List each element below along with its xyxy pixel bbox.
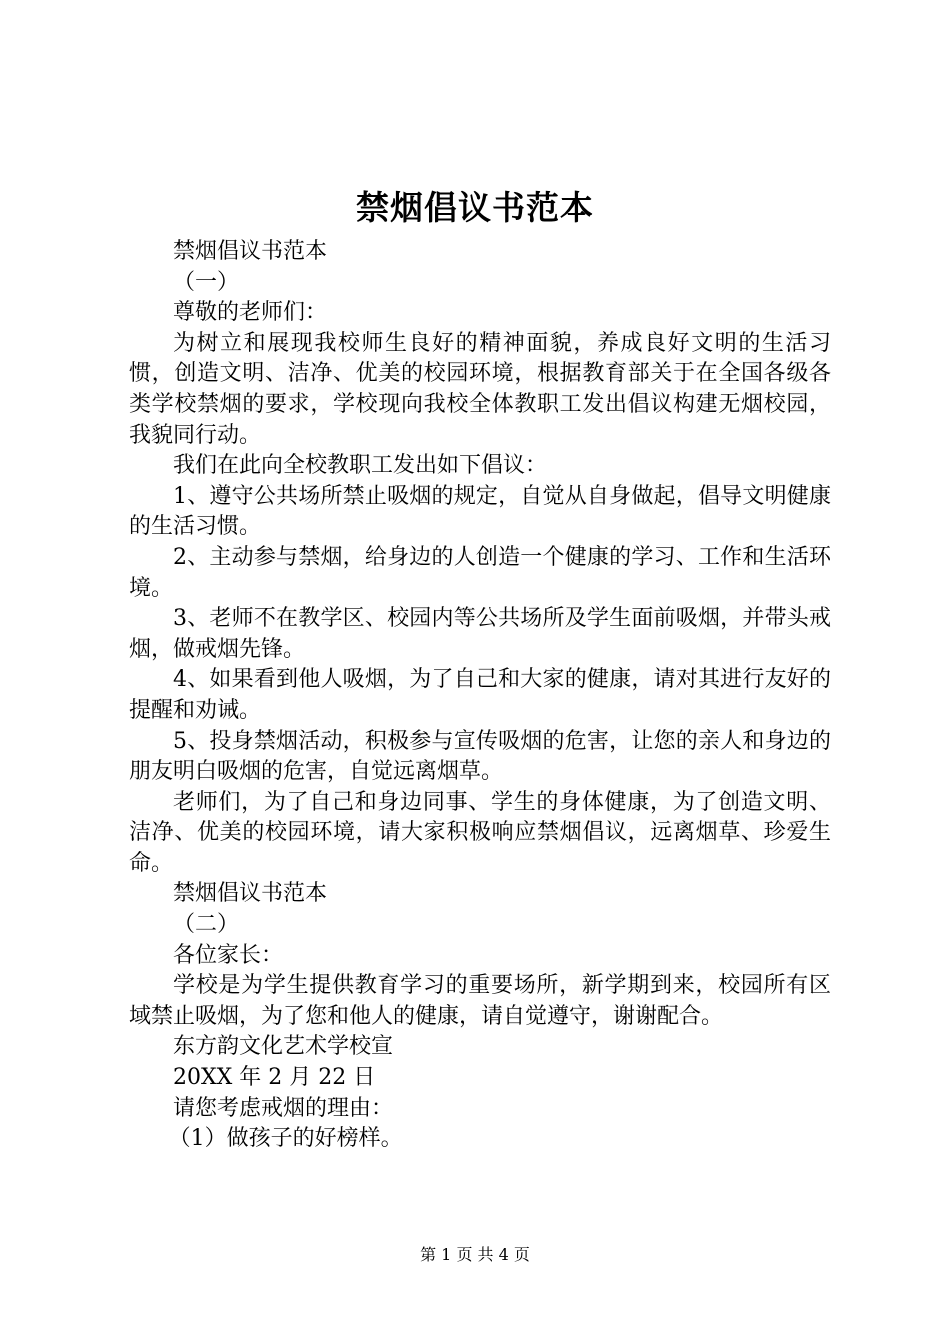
body-paragraph: 老师们，为了自己和身边同事、学生的身体健康，为了创造文明、洁净、优美的校园环境，请大家积极响应禁烟倡议，远离烟草、珍爱生命。 — [129, 789, 831, 876]
list-item: 5、投身禁烟活动，积极参与宣传吸烟的危害，让您的亲人和身边的朋友明白吸烟的危害，自觉远离烟草。 — [129, 728, 831, 785]
body-paragraph: 我们在此向全校教职工发出如下倡议： — [173, 453, 548, 479]
section-number: （一） — [173, 269, 240, 295]
body-paragraph: 为树立和展现我校师生良好的精神面貌，养成良好文明的生活习惯，创造文明、洁净、优美的校园环境，根据教育部关于在全国各级各类学校禁烟的要求，学校现向我校全体教职工发出倡议构建无烟校园，我貌同行动。 — [129, 330, 831, 448]
section-heading: 禁烟倡议书范本 — [173, 239, 328, 264]
signature: 东方韵文化艺术学校宣 — [173, 1034, 394, 1060]
document-body — [129, 237, 831, 1155]
salutation: 尊敬的老师们： — [173, 300, 328, 326]
list-item: 3、老师不在教学区、校园内等公共场所及学生面前吸烟，并带头戒烟，做戒烟先锋。 — [129, 606, 831, 662]
section-heading: 禁烟倡议书范本 — [173, 881, 328, 907]
section-number: （二） — [173, 912, 240, 938]
list-item: 2、主动参与禁烟，给身边的人创造一个健康的学习、工作和生活环境。 — [129, 544, 831, 601]
list-item: 1、遵守公共场所禁止吸烟的规定，自觉从自身做起，倡导文明健康的生活习惯。 — [129, 483, 831, 540]
document-title: 禁烟倡议书范本 — [356, 188, 594, 227]
page-footer: 第 1 页 共 4 页 — [420, 1245, 530, 1264]
list-item: 4、如果看到他人吸烟，为了自己和大家的健康，请对其进行友好的提醒和劝诫。 — [129, 667, 831, 723]
list-item: （1）做孩子的好榜样。 — [168, 1126, 403, 1152]
body-paragraph: 请您考虑戒烟的理由： — [173, 1095, 394, 1121]
body-paragraph: 学校是为学生提供教育学习的重要场所，新学期到来，校园所有区域禁止吸烟，为了您和他人的健康，请自觉遵守，谢谢配合。 — [129, 973, 831, 1029]
date: 20XX 年 2 月 22 日 — [173, 1065, 376, 1091]
salutation: 各位家长： — [173, 942, 284, 968]
